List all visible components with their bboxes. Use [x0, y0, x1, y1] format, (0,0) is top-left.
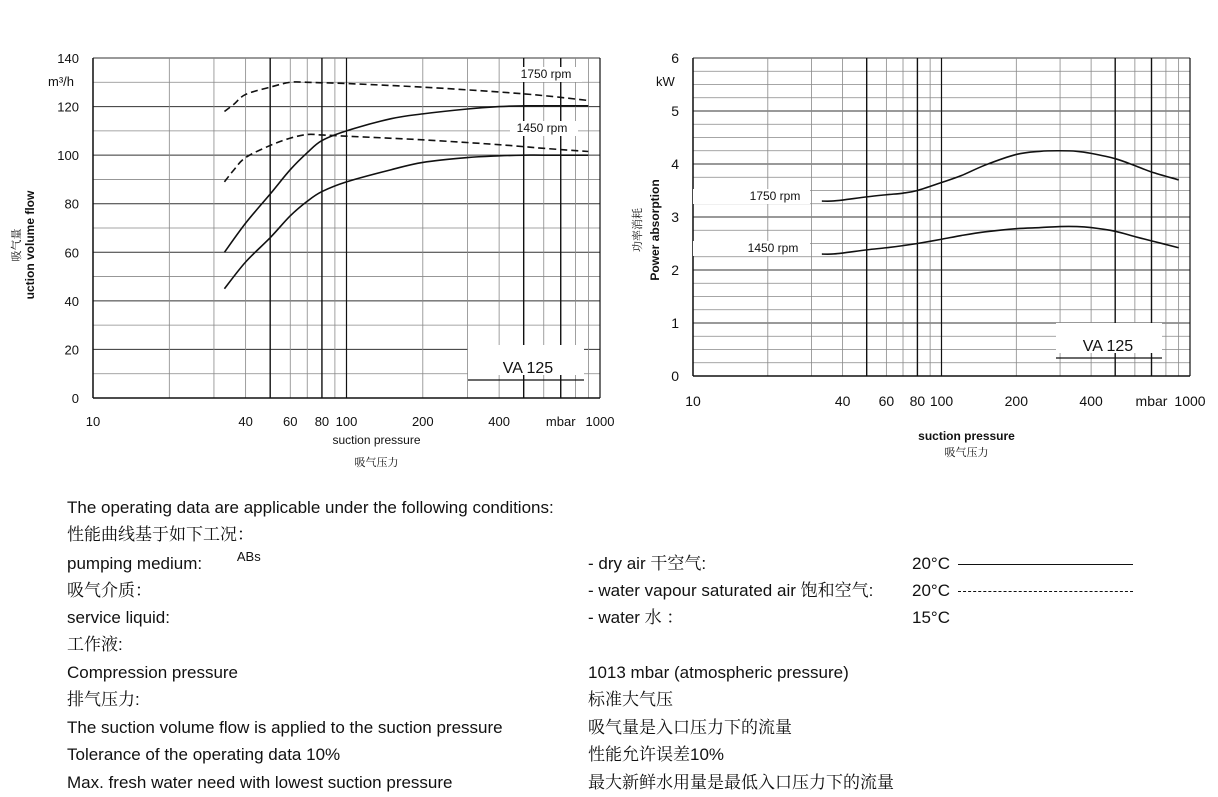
chart2-x-tick-label: 100 [929, 393, 954, 409]
chart2-y-tick-label: 4 [671, 156, 679, 172]
chart1-x-unit-label: mbar [545, 414, 576, 429]
chart2-x-tick-label: 200 [1004, 393, 1028, 409]
chart2-y-tick-label: 1 [671, 315, 679, 331]
chart2-x-tick-label: 400 [1079, 393, 1103, 409]
chart1-y-tick-label: 60 [64, 245, 79, 261]
chart1-x-axis-title: suction pressure [332, 433, 421, 447]
compression-value: 1013 mbar (atmospheric pressure) [588, 663, 849, 682]
chart1-x-tick-label: 1000 [585, 414, 615, 429]
chart2-y-tick-label: 2 [671, 262, 679, 278]
chart1-y-axis-title-cn: 吸气量 [11, 228, 23, 262]
chart1-y-tick-label: 40 [64, 293, 79, 309]
flow-note-cn: 吸气量是入口压力下的流量 [588, 718, 792, 737]
chart1-x-tick-label: 60 [283, 414, 298, 429]
conditions-heading-cn: 性能曲线基于如下工况： [67, 525, 254, 544]
chart1-x-tick-label: 200 [411, 414, 434, 429]
chart1-y-tick-label: 120 [57, 99, 79, 115]
chart2-x-axis-title: suction pressure [918, 429, 1015, 443]
pumping-medium-label: pumping medium: $^{ABs}$ [67, 549, 261, 573]
chart2-x-tick-label: 1000 [1174, 393, 1206, 409]
legend-solid-line [958, 564, 1133, 565]
chart1-y-tick-label: 20 [64, 342, 79, 358]
chart2-y-unit-label: kW [656, 74, 675, 89]
chart1-model-label: VA 125 [502, 360, 554, 377]
service-liquid-cn: 工作液: [67, 635, 123, 654]
water-label: - water 水 ： [588, 608, 684, 627]
tolerance-note-cn: 性能允许误差10% [588, 745, 725, 764]
saturated-air-temp: 20°C [912, 581, 1133, 601]
chart1-x-tick-label: 80 [314, 414, 330, 429]
chart2-x-tick-label: 10 [685, 393, 701, 409]
compression-value-cn: 标准大气压 [588, 690, 673, 709]
chart1-x-axis-title-cn: 吸气压力 [354, 457, 399, 469]
chart2-y-axis-title: Power absorption [648, 179, 662, 281]
chart1-y-tick-label: 80 [64, 196, 79, 212]
chart2-y-tick-label: 0 [671, 368, 679, 384]
chart1-x-tick-label: 400 [488, 414, 510, 429]
chart2-y-tick-label: 3 [671, 209, 679, 225]
water-need-note: Max. fresh water need with lowest suction pressure [67, 773, 453, 792]
chart2-model-label: VA 125 [1082, 338, 1134, 355]
chart1-y-tick-label: 100 [57, 148, 79, 164]
chart1-series-label: 1450 rpm [516, 121, 568, 135]
chart2-y-axis-title-cn: 功率消耗 [632, 208, 644, 252]
service-liquid-label: service liquid: [67, 608, 170, 627]
water-need-note-cn: 最大新鲜水用量是最低入口压力下的流量 [588, 773, 894, 792]
chart2-series-label: 1450 rpm [747, 241, 799, 255]
chart2-x-axis-title-cn: 吸气压力 [944, 447, 989, 459]
saturated-air-label: - water vapour saturated air 饱和空气: [588, 581, 874, 600]
chart1-series-label: 1750 rpm [520, 67, 572, 81]
chart2-x-unit-label: mbar [1135, 393, 1168, 409]
chart2-x-tick-label: 60 [878, 393, 895, 409]
chart1-y-axis-title: uction volume flow [23, 190, 37, 300]
chart2-series-label: 1750 rpm [749, 189, 801, 203]
chart2-x-tick-label: 80 [909, 393, 926, 409]
chart1-y-tick-label: 0 [71, 391, 79, 406]
chart1-y-unit-label: m³/h [48, 74, 74, 89]
chart2-series-line-1-solid [822, 151, 1179, 201]
water-temp: 15°C [912, 608, 950, 627]
tolerance-note: Tolerance of the operating data 10% [67, 745, 341, 764]
chart1-x-tick-label: 100 [335, 414, 358, 429]
chart2-y-tick-label: 5 [671, 103, 679, 119]
chart2-y-tick-label: 6 [671, 50, 679, 66]
compression-cn: 排气压力: [67, 690, 140, 709]
flow-note: The suction volume flow is applied to the suction pressure [67, 718, 503, 737]
conditions-heading: The operating data are applicable under the following conditions: [67, 498, 554, 517]
chart1-series-line-3-dashed [224, 134, 588, 182]
chart1-series-line-4-solid [224, 155, 588, 289]
pumping-medium-cn: 吸气介质： [67, 581, 152, 600]
dry-air-label: - dry air 干空气: [588, 554, 707, 573]
pumping-medium-note: ABs [236, 549, 261, 564]
chart1-x-tick-label: 10 [85, 414, 101, 429]
compression-label: Compression pressure [67, 663, 239, 682]
legend-dashed-line [958, 591, 1133, 592]
chart2-x-tick-label: 40 [834, 393, 851, 409]
chart1-x-tick-label: 40 [238, 414, 253, 429]
chart1-y-tick-label: 140 [57, 51, 79, 66]
dry-air-temp: 20°C [912, 554, 1133, 574]
